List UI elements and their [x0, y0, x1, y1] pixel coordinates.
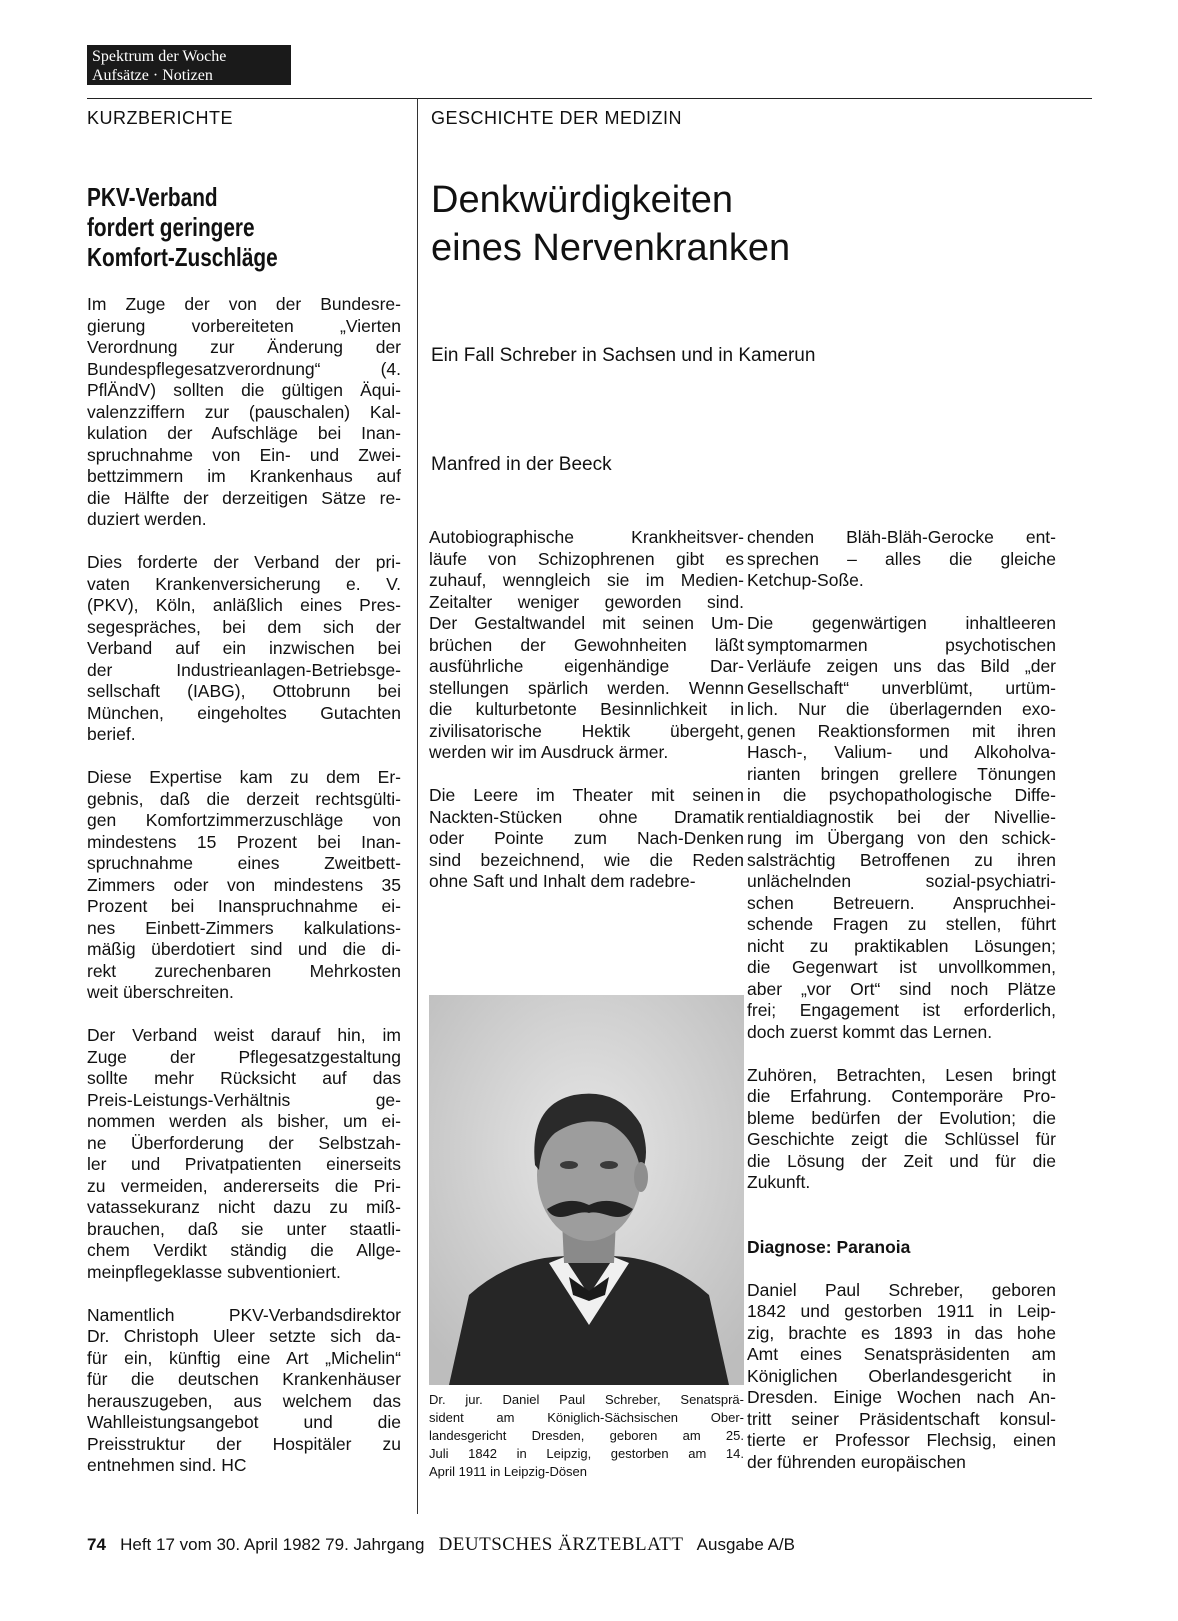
text-line: Preisstruktur der Hospitäler zu: [87, 1433, 401, 1454]
article-column-1: [429, 527, 744, 914]
text-line: schende Fragen zu stellen, führt: [747, 914, 1056, 934]
paragraph: [429, 527, 744, 764]
text-line: sellschaft (IABG), Ottobrunn bei: [87, 681, 401, 701]
text-line: berief.: [87, 724, 136, 744]
text-line: Zeitalter weniger geworden sind.: [429, 591, 744, 612]
text-line: Ketchup-Soße.: [747, 570, 864, 590]
text-line: rentialdiagnostik bei der Nivellie-: [747, 806, 1056, 827]
text-line: valenzziffern zur (pauschalen) Kal-: [87, 401, 401, 422]
paragraph: [747, 613, 1056, 1043]
text-line: Autobiographische Krankheitsver-: [429, 527, 744, 547]
text-line: der Industrieanlagen-Betriebsge-: [87, 659, 401, 680]
text-line: Die Leere im Theater mit seinen: [429, 785, 744, 805]
text-line: schen Betreuern. Anspruchhei-: [747, 892, 1056, 913]
text-line: oder Pointe zum Nach-Denken: [429, 828, 744, 848]
text-line: für die deutschen Krankenhäuser: [87, 1369, 401, 1389]
text-line: genen Reaktionsformen mit ihren: [747, 720, 1056, 741]
text-line: 1842 und gestorben 1911 in Leip-: [747, 1301, 1056, 1321]
paragraph: [87, 767, 401, 1004]
text-line: Nackten-Stücken ohne Dramatik: [429, 806, 744, 827]
text-line: Bundespflegesatzverordnung“ (4.: [87, 358, 401, 379]
text-line: ausführliche eigenhändige Dar-: [429, 656, 744, 676]
portrait-image: [429, 995, 744, 1385]
text-line: Dresden. Einige Wochen nach An-: [747, 1387, 1056, 1407]
text-line: Im Zuge der von der Bundesre-: [87, 294, 401, 314]
text-line: für ein, künftig eine Art „Michelin“: [87, 1347, 401, 1368]
text-line: nommen werden als bisher, um ei-: [87, 1111, 401, 1131]
title-line: eines Nervenkranken: [431, 227, 791, 269]
text-line: Dr. Christoph Uleer setzte sich da-: [87, 1326, 401, 1346]
text-line: meinpflegeklasse subventioniert.: [87, 1261, 341, 1282]
text-line: läufe von Schizophrenen gibt es: [429, 548, 744, 569]
text-line: Namentlich PKV-Verbandsdirektor: [87, 1304, 401, 1325]
text-line: Zuge der Pflegesatzgestaltung: [87, 1046, 401, 1067]
text-line: mäßig überdotiert sind und die di-: [87, 939, 401, 959]
text-line: nes Einbett-Zimmers kalkulations-: [87, 917, 401, 938]
paragraph: [429, 785, 744, 893]
text-line: brüchen der Gewohnheiten läßt: [429, 634, 744, 655]
left-column-text: [87, 294, 401, 1498]
text-line: duziert werden.: [87, 509, 207, 529]
text-line: vaten Krankenversicherung e. V.: [87, 573, 401, 594]
text-line: ohne Saft und Inhalt dem radebre-: [429, 871, 696, 891]
headline-line: fordert geringere: [87, 212, 255, 242]
text-line: aber „vor Ort“ sind noch Plätze: [747, 978, 1056, 999]
text-line: entnehmen sind. HC: [87, 1455, 247, 1475]
text-line: Zuhören, Betrachten, Lesen bringt: [747, 1064, 1056, 1085]
article-subtitle: Ein Fall Schreber in Sachsen und in Kamerun: [431, 345, 816, 366]
text-line: zuhauf, wenngleich sie im Medien-: [429, 570, 744, 590]
paragraph: [87, 552, 401, 746]
text-line: frei; Engagement ist erforderlich,: [747, 1000, 1056, 1020]
text-line: die Erfahrung. Contemporäre Pro-: [747, 1086, 1056, 1106]
text-line: Wahlleistungsangebot und die: [87, 1412, 401, 1432]
text-line: chenden Bläh-Bläh-Gerocke ent-: [747, 527, 1056, 547]
text-line: salsträchtig Betroffenen zu ihren: [747, 849, 1056, 870]
text-line: segespräches, bei dem sich der: [87, 616, 401, 637]
text-line: Gesellschaft“ unverblümt, urtüm-: [747, 677, 1056, 698]
text-line: Die gegenwärtigen inhaltleeren: [747, 613, 1056, 633]
text-line: gen Komfortzimmerzuschläge von: [87, 810, 401, 830]
caption-line: Dr. jur. Daniel Paul Schreber, Senatsprä-: [429, 1392, 744, 1407]
text-line: in die psychopathologische Diffe-: [747, 785, 1056, 805]
text-line: symptomarmen psychotischen: [747, 634, 1056, 655]
text-line: gebnis, daß die derzeit rechtsgülti-: [87, 788, 401, 809]
text-line: rekt zurechenbaren Mehrkosten: [87, 960, 401, 981]
text-line: Daniel Paul Schreber, geboren: [747, 1279, 1056, 1300]
text-line: lich. Nur die überlagernden exo-: [747, 699, 1056, 719]
text-line: sind bezeichnend, wie die Reden: [429, 849, 744, 870]
text-line: zu vermeiden, andererseits die Pri-: [87, 1175, 401, 1196]
text-line: bettzimmern im Krankenhaus auf: [87, 466, 401, 486]
portrait-photo: [429, 995, 744, 1385]
text-line: Geschichte zeigt die Schlüssel für: [747, 1129, 1056, 1149]
article-title: [431, 176, 790, 272]
text-line: PflÄndV) sollten die gültigen Äqui-: [87, 380, 401, 400]
text-line: unlächelnden sozial-psychiatri-: [747, 871, 1056, 891]
article-column-2: [747, 527, 1056, 1495]
badge-line-1: Spektrum der Woche: [92, 48, 227, 65]
text-line: Der Verband weist darauf hin, im: [87, 1025, 401, 1045]
text-line: rung im Übergang von den schick-: [747, 828, 1056, 848]
spacer: [747, 1215, 1056, 1237]
text-line: Diese Expertise kam zu dem Er-: [87, 767, 401, 787]
badge-line-2: Aufsätze · Notizen: [92, 67, 213, 84]
left-headline: [87, 182, 343, 272]
caption-line: landesgericht Dresden, geboren am 25.: [429, 1428, 744, 1443]
text-line: die Hälfte der derzeitigen Sätze re-: [87, 487, 401, 508]
paragraph: [87, 1025, 401, 1283]
text-line: zivilisatorische Hektik übergeht,: [429, 720, 744, 741]
text-line: stellungen spärlich werden. Wennn: [429, 677, 744, 698]
page-number: 74: [87, 1535, 106, 1554]
text-line: kulation der Aufschläge bei Inan-: [87, 423, 401, 443]
caption-line: Juli 1842 in Leipzig, gestorben am 14.: [429, 1446, 744, 1461]
section-badge: [87, 45, 291, 85]
text-line: tierte er Professor Flechsig, einen: [747, 1430, 1056, 1450]
text-line: Preis-Leistungs-Verhältnis ge-: [87, 1089, 401, 1110]
right-section-label: GESCHICHTE DER MEDIZIN: [431, 108, 683, 128]
text-line: weit überschreiten.: [87, 982, 234, 1002]
text-line: Dies forderte der Verband der pri-: [87, 552, 401, 572]
text-line: tritt seiner Präsidentschaft konsul-: [747, 1408, 1056, 1429]
text-line: Verband auf ein inzwischen bei: [87, 638, 401, 658]
top-rule: [87, 98, 1092, 99]
headline-line: PKV-Verband: [87, 182, 218, 212]
text-line: spruchnahme von Ein- und Zwei-: [87, 444, 401, 465]
paragraph: [87, 294, 401, 531]
paragraph: [87, 1305, 401, 1477]
paragraph: [747, 1280, 1056, 1474]
edition-info: Ausgabe A/B: [696, 1535, 795, 1554]
text-line: bleme bedürfen der Evolution; die: [747, 1107, 1056, 1128]
text-line: der führenden europäischen: [747, 1451, 966, 1472]
caption-line: April 1911 in Leipzig-Dösen: [429, 1464, 588, 1479]
text-line: vatassekuranz nicht dazu zu miß-: [87, 1197, 401, 1217]
text-line: zig, brachte es 1893 in das hohe: [747, 1322, 1056, 1343]
text-line: Der Gestaltwandel mit seinen Um-: [429, 613, 744, 633]
paragraph: [747, 1065, 1056, 1194]
column-divider: [417, 98, 418, 1514]
text-line: rianten bringen grellere Tönungen: [747, 763, 1056, 784]
photo-caption: [429, 1391, 744, 1481]
text-line: mindestens 15 Prozent bei Inan-: [87, 831, 401, 852]
page-footer: [87, 1534, 795, 1556]
text-line: die Gegenwart ist unvollkommen,: [747, 957, 1056, 977]
caption-line: sident am Königlich-Sächsischen Ober-: [429, 1410, 744, 1425]
text-line: die kulturbetonte Besinnlichkeit in: [429, 699, 744, 719]
text-line: herauszugeben, aus welchem das: [87, 1390, 401, 1411]
paragraph: [747, 527, 1056, 592]
text-line: sollte mehr Rücksicht auf das: [87, 1068, 401, 1088]
title-line: Denkwürdigkeiten: [431, 179, 734, 221]
text-line: Zimmers oder von mindestens 35: [87, 874, 401, 895]
article-author: Manfred in der Beeck: [431, 454, 612, 475]
text-line: ler und Privatpatienten einerseits: [87, 1154, 401, 1174]
journal-name: DEUTSCHES ÄRZTEBLATT: [438, 1534, 684, 1555]
text-line: ne Überforderung der Selbstzah-: [87, 1132, 401, 1153]
text-line: doch zuerst kommt das Lernen.: [747, 1021, 993, 1042]
left-section-label: KURZBERICHTE: [87, 108, 234, 128]
text-line: München, eingeholtes Gutachten: [87, 702, 401, 723]
text-line: gierung vorbereiteten „Vierten: [87, 315, 401, 336]
text-line: Königlichen Oberlandesgericht in: [747, 1365, 1056, 1386]
text-line: chem Verdikt ständig die Allge-: [87, 1240, 401, 1260]
text-line: Verläufe zeigen uns das Bild „der: [747, 656, 1056, 676]
text-line: spruchnahme eines Zweitbett-: [87, 853, 401, 873]
text-line: Amt eines Senatspräsidenten am: [747, 1344, 1056, 1364]
text-line: Zukunft.: [747, 1172, 811, 1192]
text-line: die Lösung der Zeit und für die: [747, 1150, 1056, 1171]
headline-line: Komfort-Zuschläge: [87, 242, 278, 272]
text-line: werden wir im Ausdruck ärmer.: [429, 742, 669, 762]
text-line: (PKV), Köln, anläßlich eines Pres-: [87, 595, 401, 615]
text-line: nicht zu praktikablen Lösungen;: [747, 935, 1056, 956]
text-line: Hasch-, Valium- und Alkoholva-: [747, 742, 1056, 762]
text-line: sprechen – alles die gleiche: [747, 548, 1056, 569]
section-subhead: Diagnose: Paranoia: [747, 1236, 911, 1257]
text-line: Verordnung zur Änderung der: [87, 337, 401, 357]
text-line: Prozent bei Inanspruchnahme ei-: [87, 896, 401, 916]
issue-info: Heft 17 vom 30. April 1982 79. Jahrgang: [120, 1535, 425, 1554]
text-line: brauchen, daß sie unter staatli-: [87, 1218, 401, 1239]
